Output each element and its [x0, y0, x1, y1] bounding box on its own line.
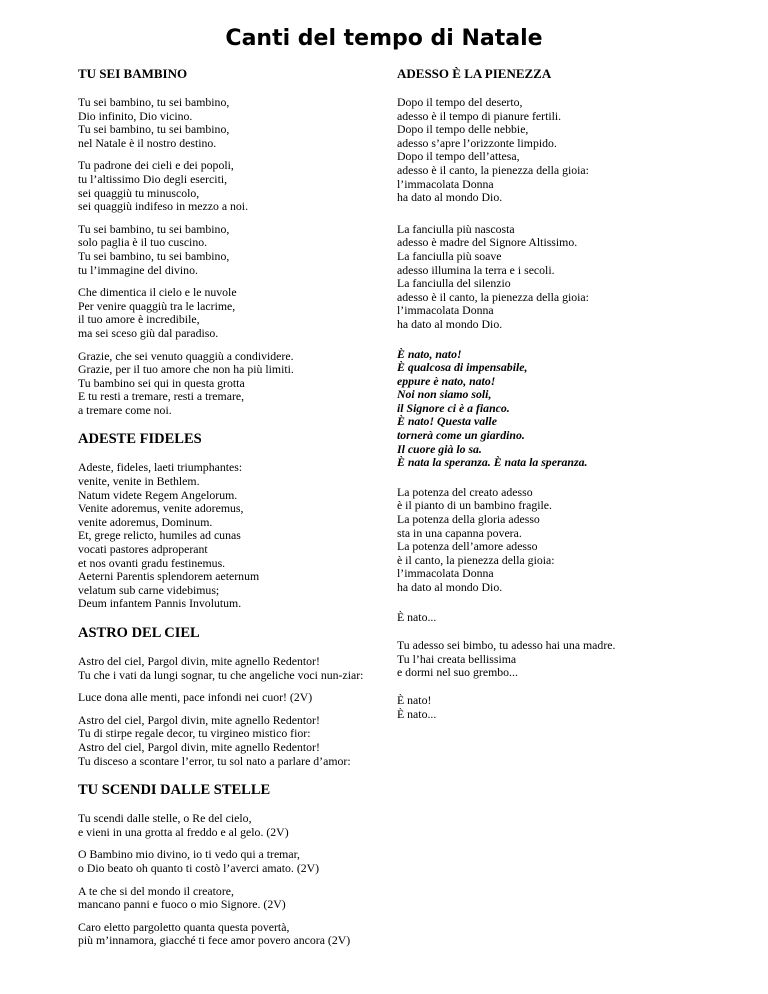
- verse-line: et nos ovanti gradu festinemus.: [78, 555, 226, 570]
- verse-line: Tu padrone dei cieli e dei popoli,: [78, 158, 234, 173]
- verse-line: Dopo il tempo del deserto,: [397, 95, 523, 109]
- verse-line: Tu scendi dalle stelle, o Re del cielo,: [78, 811, 252, 826]
- verse-line: il Signore ci è a fianco.: [397, 400, 510, 415]
- stanza: [78, 159, 378, 213]
- verse-line: Aeterni Parentis splendorem aeternum: [78, 569, 260, 584]
- verse-line: l’immacolata Donna: [397, 176, 494, 191]
- verse-line: o Dio beato oh quanto ti costò l’averci amato. (2V): [78, 860, 320, 875]
- verse-line: Tu di stirpe regale decor, tu virgineo mistico fior:: [78, 726, 311, 741]
- stanza: [78, 921, 378, 948]
- verse-line: è il pianto di un bambino fragile.: [397, 498, 552, 513]
- verse-line: La fanciulla più soave: [397, 248, 502, 263]
- verse-line: Che dimentica il cielo e le nuvole: [78, 285, 237, 300]
- verse-line: sta in una capanna povera.: [397, 525, 522, 540]
- verse-line: a tremare come noi.: [78, 402, 172, 417]
- verse-line: È nata la speranza. È nata la speranza.: [397, 455, 588, 470]
- verse-line: nel Natale è il nostro destino.: [78, 135, 217, 150]
- verse-line: sei quaggiù tu minuscolo,: [78, 185, 200, 200]
- stanza: [78, 691, 378, 705]
- stanza: [78, 812, 378, 839]
- stanza: [78, 655, 378, 682]
- stanza: [397, 486, 727, 595]
- stanza: [78, 96, 378, 150]
- verse-line: Astro del ciel, Pargol divin, mite agnello Redentor!: [78, 654, 320, 668]
- verse-line: è il canto, la pienezza della gioia:: [397, 552, 555, 567]
- verse-line: È qualcosa di impensabile,: [397, 360, 528, 375]
- stanza: [397, 639, 727, 680]
- verse-line: Tu adesso sei bimbo, tu adesso hai una madre.: [397, 638, 616, 653]
- stanza: [78, 885, 378, 912]
- song-section: [78, 431, 378, 611]
- stanza: [397, 348, 727, 470]
- verse-line: La fanciulla più nascosta: [397, 221, 515, 236]
- verse-line: Deum infantem Pannis Involutum.: [78, 596, 242, 611]
- right-column: [397, 66, 727, 735]
- verse-line: La potenza dell’amore adesso: [397, 539, 538, 554]
- verse-line: Dopo il tempo dell’attesa,: [397, 149, 520, 164]
- stanza: [78, 461, 378, 611]
- verse-line: La potenza della gloria adesso: [397, 512, 540, 527]
- verse-line: ha dato al mondo Dio.: [397, 190, 503, 205]
- song-title: ADESTE FIDELES: [78, 431, 202, 448]
- verse-line: È nato, nato!: [397, 346, 462, 361]
- verse-line: Dopo il tempo delle nebbie,: [397, 122, 529, 137]
- verse-line: adesso è il canto, la pienezza della gioia:: [397, 289, 589, 304]
- verse-line: tu l’immagine del divino.: [78, 262, 198, 277]
- stanza: [78, 848, 378, 875]
- verse-line: E tu resti a tremare, resti a tremare,: [78, 389, 245, 404]
- verse-line: Tu l’hai creata bellissima: [397, 651, 517, 666]
- verse-line: e vieni in una grotta al freddo e al gelo. (2V): [78, 824, 289, 839]
- verse-line: È nato...: [397, 706, 437, 721]
- stanza: [78, 223, 378, 277]
- verse-line: È nato!: [397, 692, 432, 707]
- verse-line: tu l’altissimo Dio degli eserciti,: [78, 171, 228, 186]
- verse-line: adesso è il canto, la pienezza della gioia:: [397, 162, 589, 177]
- verse-line: Grazie, che sei venuto quaggiù a condividere.: [78, 348, 294, 363]
- verse-line: Astro del ciel, Pargol divin, mite agnello Redentor!: [78, 712, 320, 727]
- stanza: [397, 611, 727, 625]
- song-section: [397, 66, 727, 721]
- page-title: Canti del tempo di Natale: [225, 26, 543, 51]
- song-title: TU SEI BAMBINO: [78, 66, 188, 81]
- song-title: TU SCENDI DALLE STELLE: [78, 782, 271, 799]
- verse-line: sei quaggiù indifeso in mezzo a noi.: [78, 199, 249, 214]
- verse-line: La potenza del creato adesso: [397, 484, 533, 499]
- stanza: [78, 350, 378, 418]
- song-section: [78, 625, 378, 768]
- stanza: [397, 96, 727, 205]
- verse-line: adesso è madre del Signore Altissimo.: [397, 235, 578, 250]
- verse-line: solo paglia è il tuo cuscino.: [78, 235, 208, 250]
- verse-line: mancano panni e fuoco o mio Signore. (2V): [78, 897, 286, 912]
- verse-line: Tu che i vati da lungi sognar, tu che angeliche voci nun-ziar:: [78, 667, 364, 682]
- verse-line: più m’innamora, giacché ti fece amor povero ancora (2V): [78, 933, 351, 948]
- verse-line: Tu sei bambino, tu sei bambino,: [78, 221, 230, 236]
- song-section: [78, 66, 378, 417]
- verse-line: Noi non siamo soli,: [397, 387, 492, 402]
- stanza: [78, 714, 378, 768]
- verse-line: ma sei sceso giù dal paradiso.: [78, 325, 219, 340]
- verse-line: l’immacolata Donna: [397, 303, 494, 318]
- verse-line: Adeste, fideles, laeti triumphantes:: [78, 460, 243, 475]
- verse-line: Tu sei bambino, tu sei bambino,: [78, 248, 230, 263]
- verse-line: O Bambino mio divino, io ti vedo qui a tremar,: [78, 847, 300, 862]
- verse-line: e dormi nel suo grembo...: [397, 665, 518, 680]
- song-section: [78, 782, 378, 948]
- verse-line: Astro del ciel, Pargol divin, mite agnello Redentor!: [78, 739, 320, 754]
- verse-line: venite, venite in Bethlem.: [78, 474, 200, 489]
- verse-line: Luce dona alle menti, pace infondi nei cuor! (2V): [78, 690, 313, 705]
- verse-line: ha dato al mondo Dio.: [397, 316, 503, 331]
- verse-line: l’immacolata Donna: [397, 566, 494, 581]
- verse-line: eppure è nato, nato!: [397, 373, 496, 388]
- verse-line: La fanciulla del silenzio: [397, 276, 511, 291]
- verse-line: il tuo amore è incredibile,: [78, 312, 200, 327]
- song-title: ASTRO DEL CIEL: [78, 625, 200, 641]
- verse-line: ha dato al mondo Dio.: [397, 580, 503, 594]
- stanza: [78, 286, 378, 340]
- verse-line: È nato! Questa valle: [397, 414, 497, 429]
- verse-line: Per venire quaggiù tra le lacrime,: [78, 298, 236, 313]
- verse-line: Tu sei bambino, tu sei bambino,: [78, 122, 230, 137]
- song-title: ADESSO È LA PIENEZZA: [397, 66, 552, 81]
- verse-line: Dio infinito, Dio vicino.: [78, 108, 193, 123]
- verse-line: vocati pastores adproperant: [78, 542, 208, 557]
- stanza: [397, 223, 727, 332]
- verse-line: Tu disceso a scontare l’error, tu sol nato a parlare d’amor:: [78, 753, 351, 768]
- verse-line: Et, grege relicto, humiles ad cunas: [78, 528, 241, 543]
- verse-line: venite adoremus, Dominum.: [78, 514, 213, 529]
- verse-line: adesso illumina la terra e i secoli.: [397, 262, 555, 277]
- verse-line: È nato...: [397, 609, 437, 624]
- stanza: [397, 694, 727, 721]
- verse-line: A te che si del mondo il creatore,: [78, 883, 234, 898]
- verse-line: Grazie, per il tuo amore che non ha più limiti.: [78, 362, 294, 377]
- verse-line: Tu bambino sei qui in questa grotta: [78, 375, 245, 390]
- verse-line: Caro eletto pargoletto quanta questa povertà,: [78, 919, 290, 934]
- verse-line: Tu sei bambino, tu sei bambino,: [78, 95, 230, 109]
- verse-line: Il cuore già lo sa.: [397, 441, 482, 456]
- verse-line: velatum sub carne videbimus;: [78, 582, 220, 597]
- left-column: [78, 66, 378, 962]
- verse-line: adesso è il tempo di pianure fertili.: [397, 108, 562, 123]
- verse-line: tornerà come un giardino.: [397, 428, 525, 443]
- verse-line: Venite adoremus, venite adoremus,: [78, 501, 244, 516]
- verse-line: Natum videte Regem Angelorum.: [78, 487, 238, 502]
- verse-line: adesso s’apre l’orizzonte limpido.: [397, 135, 557, 150]
